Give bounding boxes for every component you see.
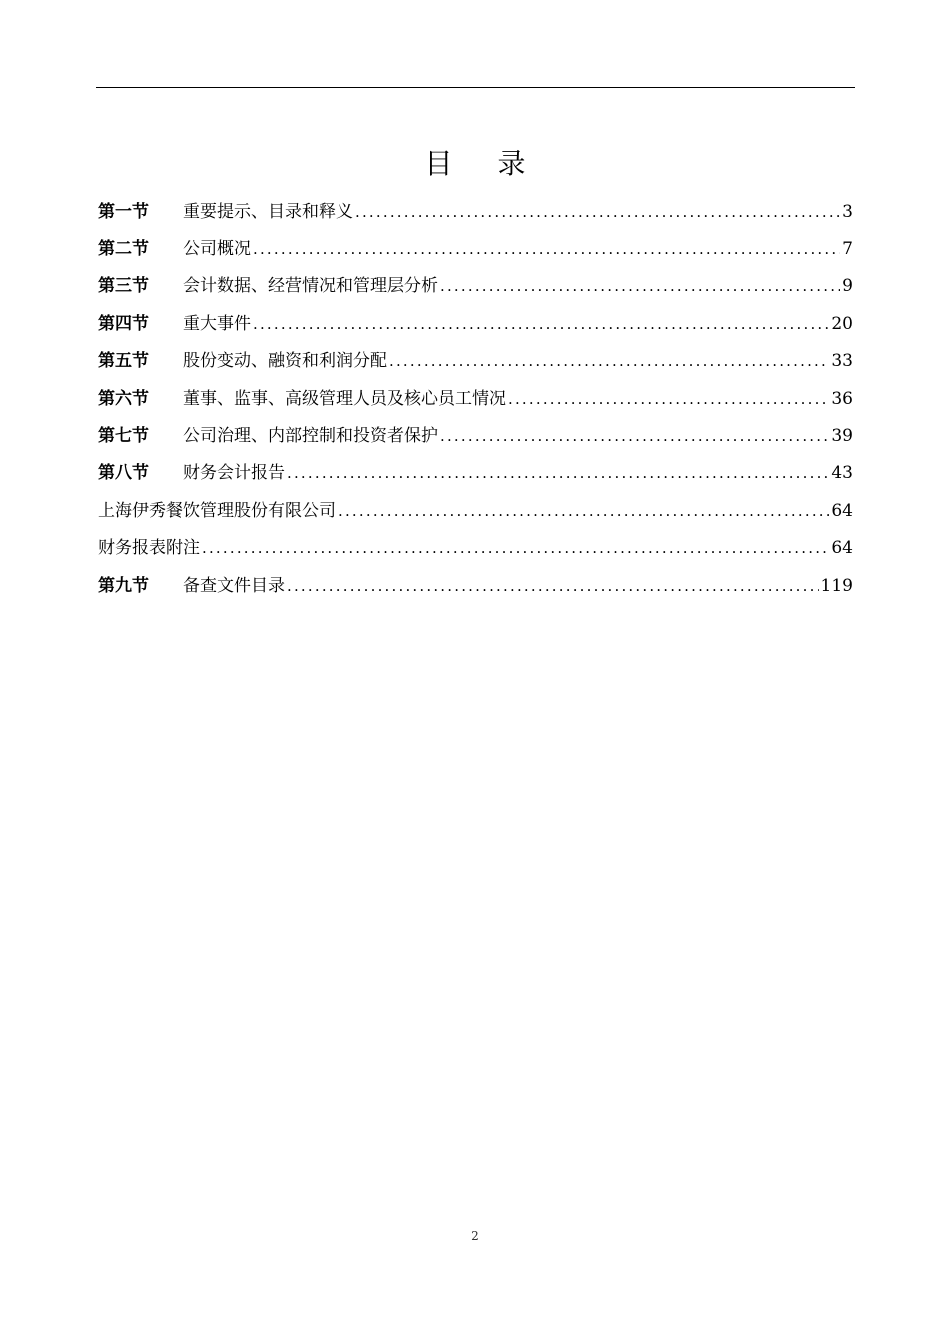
toc-entry-label: 股份变动、融资和利润分配 <box>183 351 387 372</box>
toc-entry-label: 公司治理、内部控制和投资者保护 <box>183 426 438 447</box>
toc-dot-leader <box>287 462 829 484</box>
toc-dot-leader <box>253 238 840 260</box>
table-of-contents <box>98 193 853 604</box>
toc-section-number: 第六节 <box>98 388 149 409</box>
toc-dot-leader <box>389 350 829 372</box>
toc-dot-leader <box>202 537 829 559</box>
toc-dot-leader <box>338 500 829 522</box>
toc-entry-label: 重要提示、目录和释义 <box>183 201 353 222</box>
toc-entry[interactable] <box>98 268 853 305</box>
toc-page-number: 33 <box>831 351 853 372</box>
toc-entry[interactable] <box>98 567 853 604</box>
toc-section-number: 第三节 <box>98 276 149 297</box>
toc-title: 目 录 <box>424 147 544 180</box>
toc-dot-leader <box>440 275 840 297</box>
toc-dot-leader <box>508 388 829 410</box>
toc-entry-label: 重大事件 <box>183 313 251 334</box>
toc-entry[interactable] <box>98 455 853 492</box>
header-rule <box>96 87 855 88</box>
toc-dot-leader <box>287 575 819 597</box>
toc-page-number: 64 <box>831 538 853 559</box>
toc-page-number: 36 <box>831 388 853 409</box>
toc-entry-label: 财务会计报告 <box>183 463 285 484</box>
toc-entry-label: 上海伊秀餐饮管理股份有限公司 <box>98 500 336 521</box>
toc-page-number: 3 <box>842 201 853 222</box>
page-number: 2 <box>471 1229 479 1243</box>
toc-entry[interactable] <box>98 343 853 380</box>
toc-entry-label: 公司概况 <box>183 239 251 260</box>
toc-entry[interactable] <box>98 492 853 529</box>
toc-page-number: 20 <box>831 313 853 334</box>
toc-page-number: 43 <box>831 463 853 484</box>
toc-section-number: 第七节 <box>98 426 149 447</box>
toc-section-number: 第四节 <box>98 313 149 334</box>
toc-dot-leader <box>355 201 840 223</box>
toc-entry[interactable] <box>98 417 853 454</box>
toc-dot-leader <box>440 425 829 447</box>
toc-page-number: 64 <box>831 500 853 521</box>
toc-section-number: 第五节 <box>98 351 149 372</box>
toc-entry[interactable] <box>98 530 853 567</box>
toc-page-number: 7 <box>842 239 853 260</box>
toc-entry[interactable] <box>98 193 853 230</box>
toc-page-number: 39 <box>831 426 853 447</box>
toc-section-number: 第八节 <box>98 463 149 484</box>
toc-entry[interactable] <box>98 380 853 417</box>
toc-page-number: 119 <box>820 575 853 596</box>
toc-entry-label: 董事、监事、高级管理人员及核心员工情况 <box>183 388 506 409</box>
toc-section-number: 第一节 <box>98 201 149 222</box>
toc-dot-leader <box>253 313 829 335</box>
toc-section-number: 第九节 <box>98 575 149 596</box>
toc-section-number: 第二节 <box>98 239 149 260</box>
toc-entry-label: 会计数据、经营情况和管理层分析 <box>183 276 438 297</box>
toc-page-number: 9 <box>842 276 853 297</box>
toc-entry-label: 备查文件目录 <box>183 575 285 596</box>
toc-entry-label: 财务报表附注 <box>98 538 200 559</box>
toc-entry[interactable] <box>98 230 853 267</box>
toc-entry[interactable] <box>98 305 853 342</box>
